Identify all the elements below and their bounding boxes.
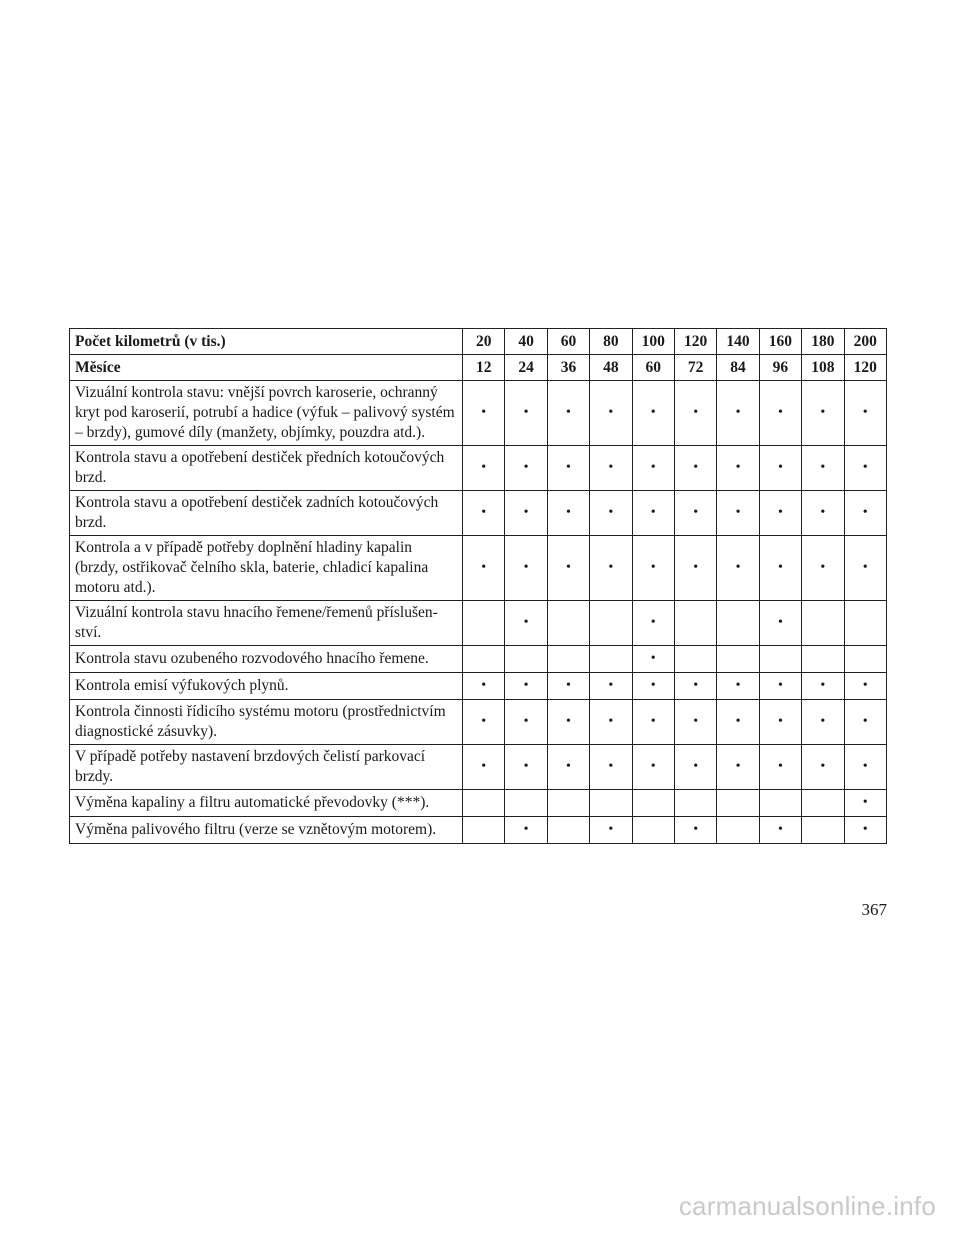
watermark: carmanualsonline.info [678,1191,936,1221]
service-mark: • [844,745,886,790]
km-header-value: 40 [505,329,547,355]
empty-cell [717,817,759,844]
service-mark: • [505,381,547,446]
service-mark: • [844,673,886,700]
empty-cell [590,646,632,673]
service-mark: • [674,446,716,491]
empty-cell [802,790,844,817]
task-label: Kontrola emisí výfukových plynů. [70,673,463,700]
service-mark: • [717,491,759,536]
header-row-months [70,355,887,381]
empty-cell [463,790,505,817]
empty-cell [717,790,759,817]
schedule-row [70,381,887,446]
km-header-value: 60 [547,329,589,355]
km-header-value: 160 [759,329,801,355]
km-header-value: 140 [717,329,759,355]
service-mark: • [632,700,674,745]
empty-cell [463,601,505,646]
service-mark: • [547,745,589,790]
schedule-row [70,817,887,844]
months-header-value: 84 [717,355,759,381]
task-label: Kontrola a v případě potřeby doplnění hladiny kapalin (brzdy, ostřikovač čelního skla, baterie, chladicí kapalina motoru atd.). [70,536,463,601]
empty-cell [674,601,716,646]
service-mark: • [463,700,505,745]
service-mark: • [844,491,886,536]
service-mark: • [632,536,674,601]
service-mark: • [844,700,886,745]
months-header-value: 36 [547,355,589,381]
service-mark: • [505,673,547,700]
service-mark: • [632,646,674,673]
km-header-value: 100 [632,329,674,355]
km-header-label: Počet kilometrů (v tis.) [70,329,463,355]
empty-cell [844,601,886,646]
service-mark: • [590,491,632,536]
months-header-value: 96 [759,355,801,381]
service-mark: • [590,745,632,790]
service-mark: • [590,446,632,491]
service-mark: • [802,673,844,700]
km-header-value: 120 [674,329,716,355]
service-mark: • [717,381,759,446]
service-mark: • [717,446,759,491]
service-mark: • [802,745,844,790]
service-mark: • [632,673,674,700]
empty-cell [590,790,632,817]
service-mark: • [802,700,844,745]
empty-cell [547,646,589,673]
service-mark: • [463,446,505,491]
empty-cell [547,817,589,844]
service-mark: • [674,817,716,844]
service-mark: • [632,381,674,446]
service-mark: • [547,673,589,700]
service-mark: • [717,700,759,745]
km-header-value: 80 [590,329,632,355]
service-mark: • [674,700,716,745]
task-label: Kontrola stavu a opotřebení destiček předních kotoučových brzd. [70,446,463,491]
service-mark: • [632,601,674,646]
empty-cell [547,601,589,646]
service-mark: • [844,536,886,601]
service-mark: • [547,491,589,536]
service-mark: • [759,536,801,601]
task-label: V případě potřeby nastavení brzdových čelistí parkovací brzdy. [70,745,463,790]
service-mark: • [802,381,844,446]
empty-cell [759,646,801,673]
page-number: 367 [861,900,887,919]
service-mark: • [802,446,844,491]
service-mark: • [505,601,547,646]
empty-cell [632,817,674,844]
schedule-row [70,491,887,536]
service-mark: • [590,673,632,700]
empty-cell [674,646,716,673]
months-header-value: 12 [463,355,505,381]
task-label: Kontrola činnosti řídicího systému motoru (prostřednictvím diagnostické zásuvky). [70,700,463,745]
service-mark: • [674,745,716,790]
km-header-value: 180 [802,329,844,355]
task-label: Vizuální kontrola stavu hnacího řemene/řemenů příslušen-ství. [70,601,463,646]
service-mark: • [759,700,801,745]
empty-cell [632,790,674,817]
service-mark: • [505,700,547,745]
service-mark: • [802,536,844,601]
service-mark: • [463,536,505,601]
service-mark: • [759,817,801,844]
service-mark: • [759,381,801,446]
task-label: Výměna palivového filtru (verze se vznětovým motorem). [70,817,463,844]
empty-cell [717,646,759,673]
months-header-value: 24 [505,355,547,381]
service-mark: • [717,745,759,790]
service-mark: • [759,745,801,790]
schedule-row [70,601,887,646]
service-mark: • [759,446,801,491]
schedule-row [70,446,887,491]
months-header-value: 60 [632,355,674,381]
maintenance-schedule-table [69,328,887,844]
service-mark: • [759,673,801,700]
empty-cell [759,790,801,817]
service-mark: • [590,817,632,844]
empty-cell [547,790,589,817]
task-label: Kontrola stavu ozubeného rozvodového hnacího řemene. [70,646,463,673]
service-mark: • [717,536,759,601]
months-header-label: Měsíce [70,355,463,381]
empty-cell [463,646,505,673]
km-header-value: 200 [844,329,886,355]
schedule-row [70,646,887,673]
km-header-value: 20 [463,329,505,355]
service-mark: • [844,790,886,817]
schedule-row [70,700,887,745]
service-mark: • [674,536,716,601]
empty-cell [844,646,886,673]
service-mark: • [505,491,547,536]
service-mark: • [844,817,886,844]
service-mark: • [463,381,505,446]
service-mark: • [547,700,589,745]
task-label: Vizuální kontrola stavu: vnější povrch karoserie, ochranný kryt pod karoserií, potrubí a hadice (výfuk – palivový systém – brzdy), gumové díly (manžety, objímky, pouzdra atd.). [70,381,463,446]
service-mark: • [844,381,886,446]
months-header-value: 120 [844,355,886,381]
empty-cell [505,646,547,673]
service-mark: • [590,381,632,446]
service-mark: • [505,817,547,844]
task-label: Kontrola stavu a opotřebení destiček zadních kotoučových brzd. [70,491,463,536]
schedule-body [70,381,887,844]
empty-cell [717,601,759,646]
empty-cell [463,817,505,844]
empty-cell [802,817,844,844]
service-mark: • [632,745,674,790]
service-mark: • [844,446,886,491]
service-mark: • [759,491,801,536]
months-header-value: 48 [590,355,632,381]
service-mark: • [463,491,505,536]
schedule-row [70,745,887,790]
service-mark: • [505,446,547,491]
service-mark: • [505,745,547,790]
service-mark: • [463,745,505,790]
service-mark: • [802,491,844,536]
months-header-value: 108 [802,355,844,381]
empty-cell [674,790,716,817]
schedule-row [70,536,887,601]
months-header-value: 72 [674,355,716,381]
service-mark: • [505,536,547,601]
service-mark: • [632,446,674,491]
service-mark: • [547,536,589,601]
service-mark: • [674,491,716,536]
schedule-row [70,790,887,817]
schedule-row [70,673,887,700]
service-mark: • [717,673,759,700]
service-mark: • [547,381,589,446]
service-mark: • [547,446,589,491]
service-mark: • [674,673,716,700]
service-mark: • [674,381,716,446]
task-label: Výměna kapaliny a filtru automatické převodovky (***). [70,790,463,817]
empty-cell [802,646,844,673]
empty-cell [505,790,547,817]
service-mark: • [759,601,801,646]
empty-cell [590,601,632,646]
service-mark: • [463,673,505,700]
service-mark: • [590,536,632,601]
service-mark: • [590,700,632,745]
header-row-km [70,329,887,355]
service-mark: • [632,491,674,536]
empty-cell [802,601,844,646]
